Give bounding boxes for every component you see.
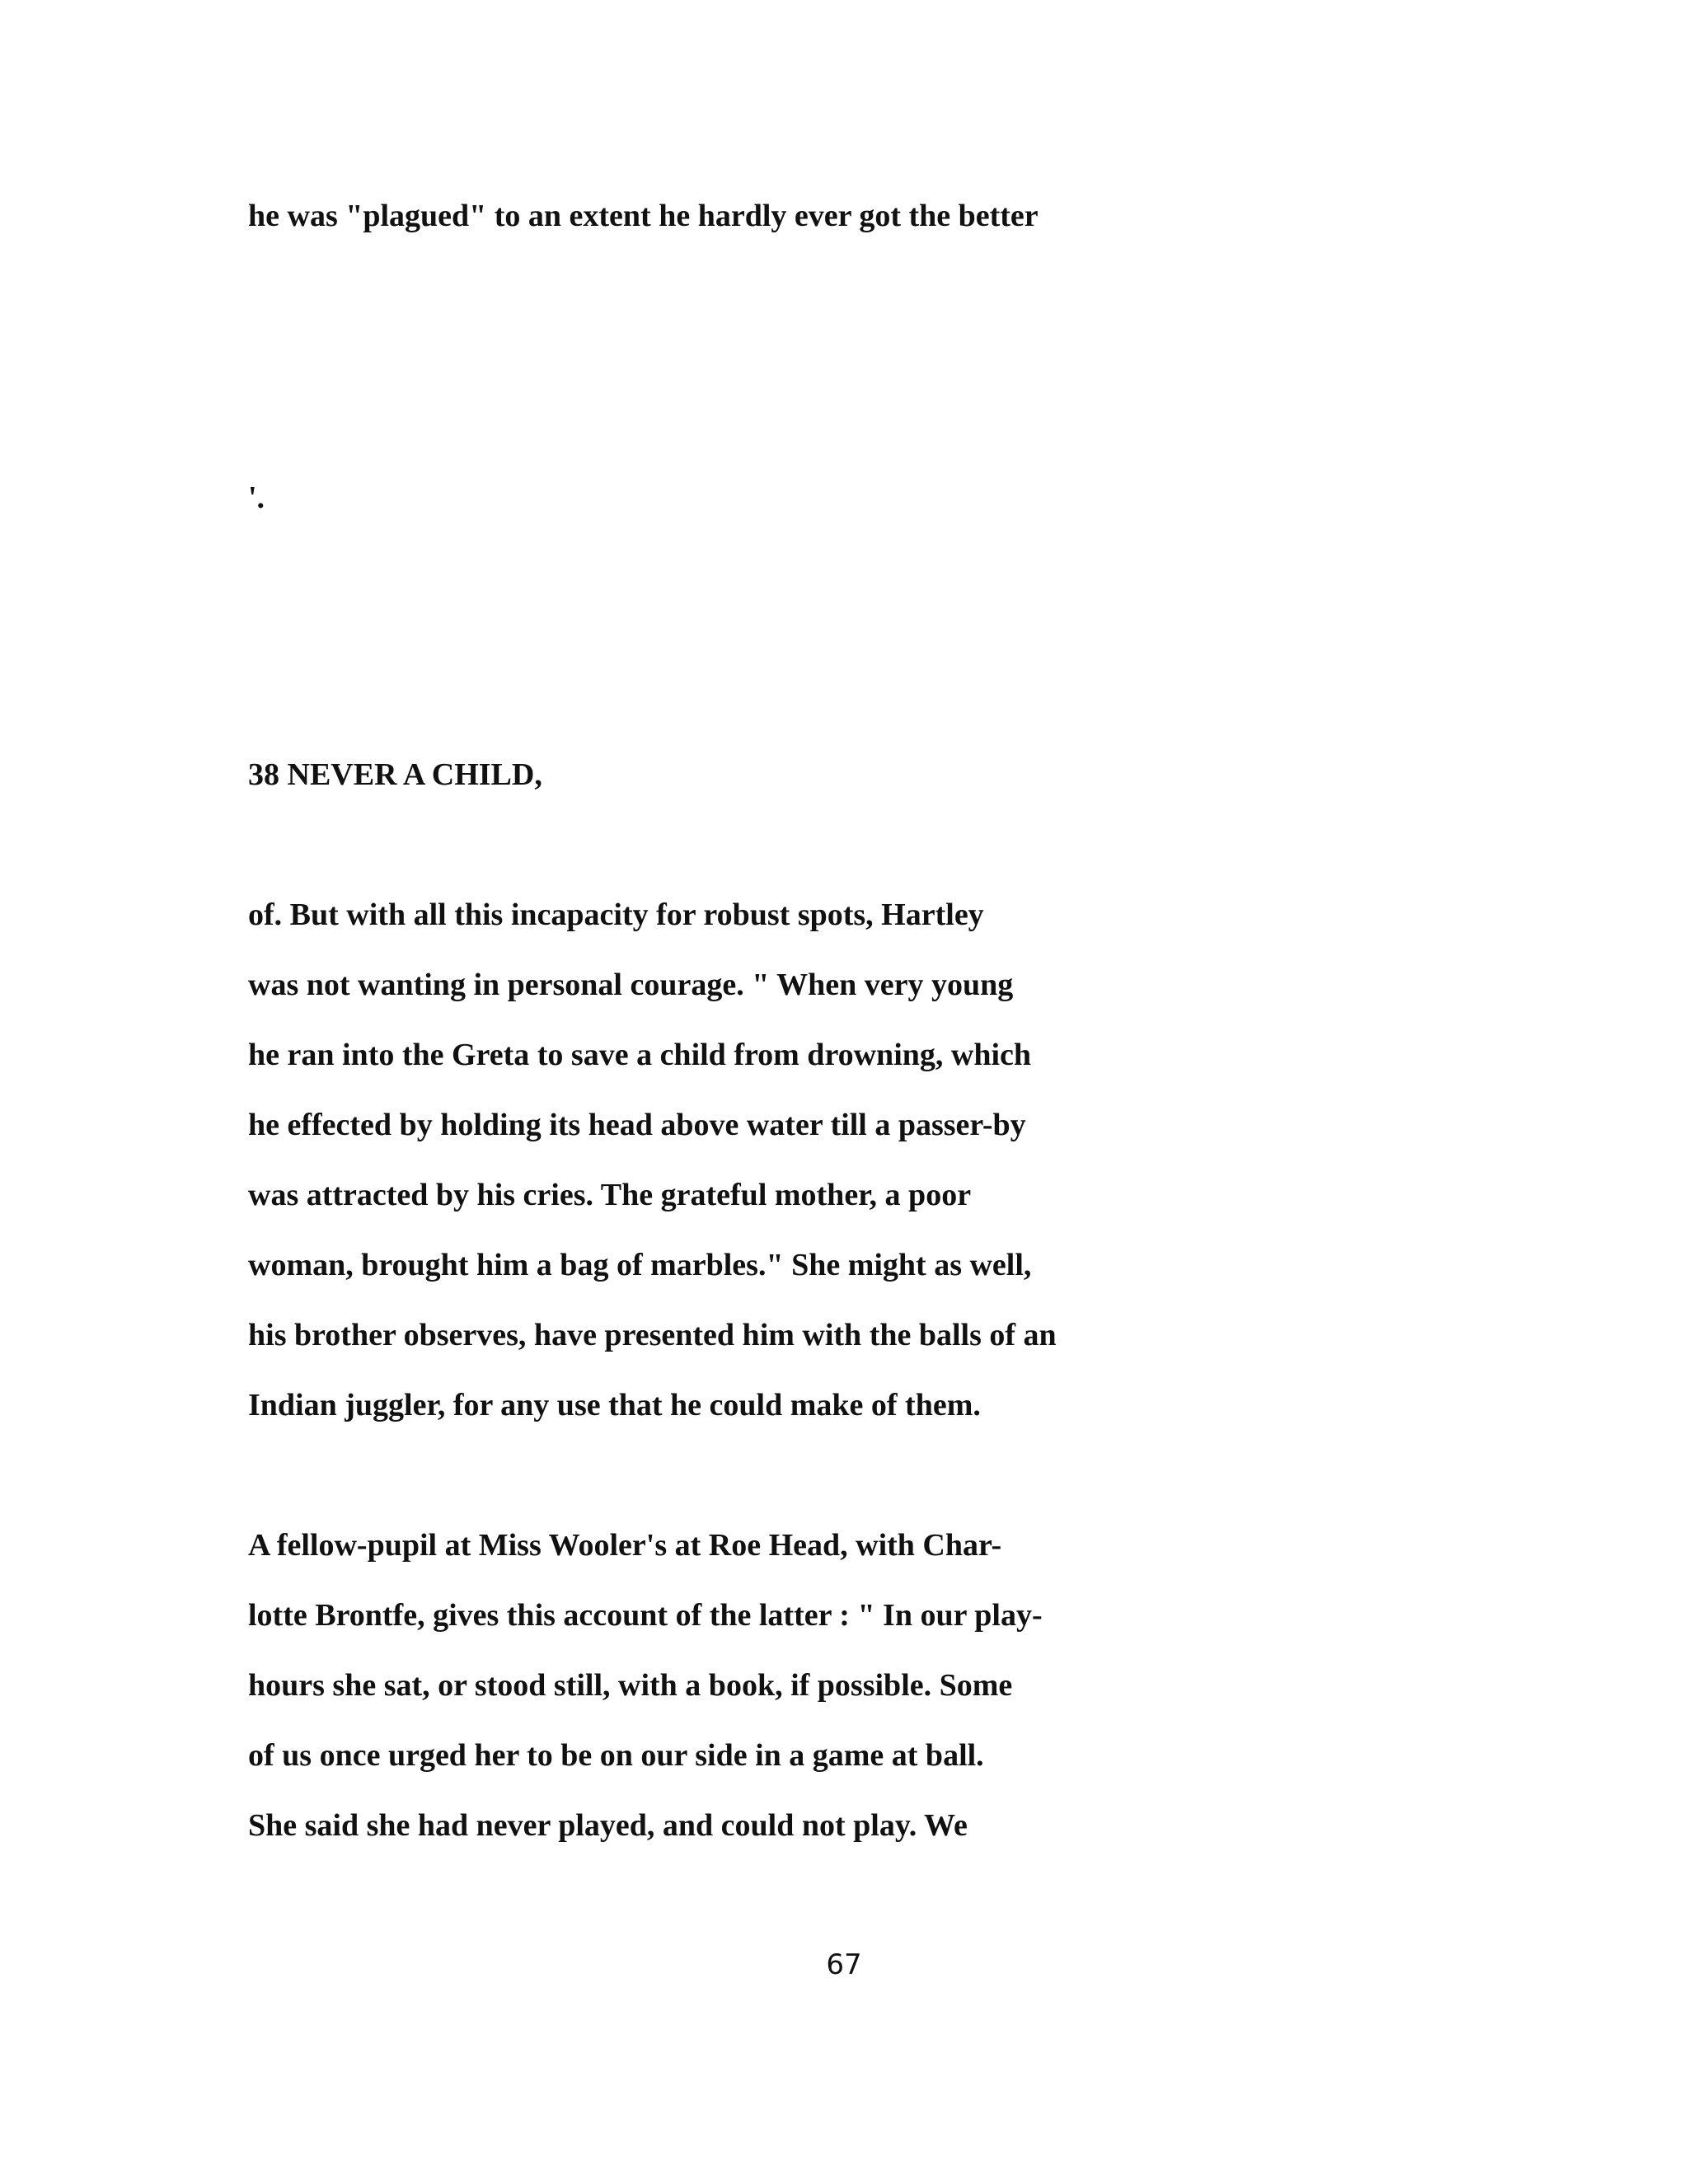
text-line: he effected by holding its head above water till a passer-by: [248, 1108, 1026, 1142]
text-line: of us once urged her to be on our side in a game at ball.: [248, 1738, 984, 1773]
text-line: his brother observes, have presented him with the balls of an: [248, 1318, 1057, 1352]
text-line: he was "plagued" to an extent he hardly ever got the better: [248, 199, 1039, 233]
text-line: Indian juggler, for any use that he could make of them.: [248, 1388, 981, 1422]
text-line: She said she had never played, and could not play. We: [248, 1808, 968, 1843]
text-line: '.: [248, 480, 265, 515]
text-line: lotte Brontfe, gives this account of the latter : " In our play-: [248, 1598, 1043, 1633]
text-line: hours she sat, or stood still, with a book, if possible. Some: [248, 1668, 1013, 1703]
page-number: 67: [826, 1948, 862, 1981]
text-line: woman, brought him a bag of marbles." She might as well,: [248, 1248, 1032, 1282]
text-line: A fellow-pupil at Miss Wooler's at Roe Head, with Char-: [248, 1528, 1002, 1563]
text-line: was not wanting in personal courage. " When very young: [248, 968, 1014, 1002]
text-line: of. But with all this incapacity for robust spots, Hartley: [248, 898, 984, 932]
text-line: was attracted by his cries. The grateful mother, a poor: [248, 1178, 972, 1212]
running-header: 38 NEVER A CHILD,: [248, 757, 542, 792]
text-line: he ran into the Greta to save a child from drowning, which: [248, 1038, 1032, 1072]
